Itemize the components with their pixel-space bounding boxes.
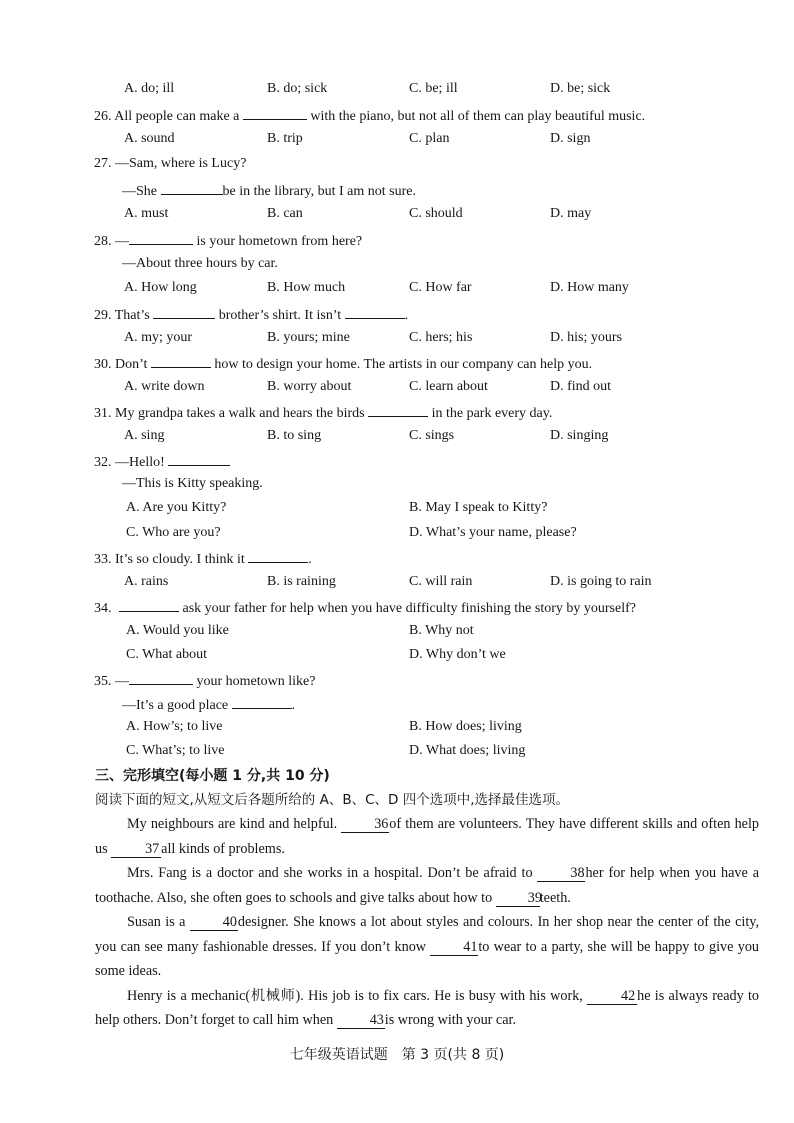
question-35 — [94, 669, 315, 692]
question-stem: ask your father for help when you have difficulty finishing the story by yourself? — [182, 601, 636, 616]
reply-text: —She — [122, 184, 157, 199]
option-b: B. Why not — [409, 623, 474, 638]
passage-text: her for help when you have a toothache. Also, she often goes to schools and give talks about how to — [95, 865, 759, 906]
blank-number: 42 — [587, 988, 637, 1005]
answer-blank — [248, 547, 308, 563]
option-a: A. my; your — [124, 330, 193, 345]
cloze-passage — [95, 812, 759, 1033]
blank-number: 39 — [496, 890, 540, 907]
question-29 — [94, 303, 408, 326]
answer-blank — [368, 401, 428, 417]
blank-number: 38 — [537, 865, 585, 882]
answer-blank — [129, 669, 193, 685]
question-stem: 32. —Hello! — [94, 455, 165, 470]
question-32 — [94, 450, 230, 473]
passage-text: he is always ready to help others. Don’t forget to call him when — [95, 987, 760, 1028]
question-stem: . — [404, 308, 409, 323]
option-b: B. can — [267, 206, 303, 221]
question-stem: 30. Don’t — [94, 357, 148, 372]
answer-blank — [345, 303, 405, 319]
option-b: B. How much — [267, 280, 346, 295]
answer-blank — [119, 596, 179, 612]
blank-number: 41 — [430, 939, 478, 956]
option-a: A. sound — [124, 131, 175, 146]
option-a: A. Would you like — [126, 623, 229, 638]
answer-blank — [151, 352, 211, 368]
option-b: B. worry about — [267, 379, 352, 394]
option-d: D. his; yours — [550, 330, 622, 345]
answer-blank — [129, 229, 193, 245]
option-c: C. What’s; to live — [126, 743, 225, 758]
option-c: C. will rain — [409, 574, 473, 589]
option-d: D. sign — [550, 131, 591, 146]
question-34 — [94, 596, 636, 619]
question-stem: . — [308, 552, 312, 567]
question-stem: 33. It’s so cloudy. I think it — [94, 552, 245, 567]
option-d: D. be; sick — [550, 81, 611, 96]
option-c: C. learn about — [409, 379, 488, 394]
passage-paragraph — [95, 984, 759, 1033]
option-d: D. is going to rain — [550, 574, 652, 589]
option-a: A. do; ill — [124, 81, 175, 96]
option-c: C. hers; his — [409, 330, 473, 345]
question-28-reply: —About three hours by car. — [122, 256, 278, 271]
option-a: A. How’s; to live — [126, 719, 223, 734]
option-d: D. Why don’t we — [409, 647, 506, 662]
question-stem: 34. — [94, 601, 112, 616]
option-a: A. must — [124, 206, 169, 221]
option-c: C. Who are you? — [126, 525, 221, 540]
question-27-reply — [122, 179, 416, 202]
question-35-reply — [122, 693, 295, 716]
passage-text: My neighbours are kind and helpful. — [127, 816, 338, 832]
option-a: A. How long — [124, 280, 197, 295]
option-a: A. rains — [124, 574, 169, 589]
question-33 — [94, 547, 312, 570]
option-a: A. write down — [124, 379, 205, 394]
question-stem: in the park every day. — [431, 406, 553, 421]
blank-number: 37 — [111, 841, 161, 858]
answer-blank — [243, 104, 307, 120]
section-heading: 三、完形填空(每小题 1 分,共 10 分) — [95, 768, 330, 784]
passage-text: designer. She knows a lot about styles and colours. In her shop near the center of the city, you can see many fashionable dresses. If you don’t know — [95, 914, 760, 955]
option-c: C. How far — [409, 280, 472, 295]
section-instruction: 阅读下面的短文,从短文后各题所给的 A、B、C、D 四个选项中,选择最佳选项。 — [95, 792, 569, 808]
option-b: B. to sing — [267, 428, 322, 443]
option-b: B. do; sick — [267, 81, 328, 96]
question-stem: 29. That’s — [94, 308, 150, 323]
question-stem: 31. My grandpa takes a walk and hears the birds — [94, 406, 365, 421]
passage-text: to wear to a party, she will be happy to give you some ideas. — [95, 938, 760, 979]
question-26 — [94, 104, 645, 127]
question-27: 27. —Sam, where is Lucy? — [94, 156, 247, 171]
blank-number: 43 — [337, 1012, 385, 1029]
question-stem: 35. — — [94, 674, 129, 689]
blank-number: 36 — [341, 816, 389, 833]
passage-paragraph — [95, 861, 759, 910]
passage-text: teeth. — [539, 889, 571, 906]
question-stem: 28. — — [94, 234, 129, 249]
passage-text: all kinds of problems. — [161, 840, 285, 857]
option-c: C. sings — [409, 428, 455, 443]
option-d: D. How many — [550, 280, 629, 295]
option-d: D. singing — [550, 428, 609, 443]
answer-blank — [168, 450, 230, 466]
option-c: C. should — [409, 206, 463, 221]
option-c: C. be; ill — [409, 81, 458, 96]
option-a: A. Are you Kitty? — [126, 500, 227, 515]
passage-text: Susan is a — [127, 914, 186, 930]
question-stem: 26. All people can make a — [94, 109, 240, 124]
option-b: B. May I speak to Kitty? — [409, 500, 548, 515]
question-32-reply: —This is Kitty speaking. — [122, 476, 263, 491]
question-30 — [94, 352, 592, 375]
question-28 — [94, 229, 362, 252]
question-stem: brother’s shirt. It isn’t — [218, 308, 342, 323]
question-stem: your hometown like? — [196, 674, 316, 689]
question-stem: is your hometown from here? — [196, 234, 363, 249]
reply-text: be in the library, but I am not sure. — [222, 184, 416, 199]
reply-text: . — [291, 698, 296, 713]
option-b: B. How does; living — [409, 719, 522, 734]
option-d: D. may — [550, 206, 592, 221]
option-c: C. What about — [126, 647, 208, 662]
page-footer: 七年级英语试题 第 3 页(共 8 页) — [289, 1047, 505, 1063]
question-31 — [94, 401, 552, 424]
passage-text: Mrs. Fang is a doctor and she works in a hospital. Don’t be afraid to — [127, 865, 533, 881]
option-c: C. plan — [409, 131, 450, 146]
option-d: D. find out — [550, 379, 612, 394]
blank-number: 40 — [190, 914, 238, 931]
passage-paragraph — [95, 910, 759, 984]
reply-text: —It’s a good place — [122, 698, 229, 713]
option-d: D. What’s your name, please? — [409, 525, 577, 540]
passage-text: is wrong with your car. — [384, 1012, 517, 1028]
passage-text: Henry is a mechanic(机械师). His job is to fix cars. He is busy with his work, — [127, 987, 583, 1004]
answer-blank — [153, 303, 215, 319]
option-b: B. trip — [267, 131, 303, 146]
answer-blank — [161, 179, 223, 195]
passage-text: of them are volunteers. They have different skills and often help us — [95, 816, 760, 857]
option-d: D. What does; living — [409, 743, 526, 758]
option-b: B. yours; mine — [267, 330, 350, 345]
question-stem: with the piano, but not all of them can play beautiful music. — [310, 109, 646, 124]
answer-blank — [232, 693, 292, 709]
question-stem: how to design your home. The artists in our company can help you. — [214, 357, 593, 372]
option-a: A. sing — [124, 428, 165, 443]
passage-paragraph — [95, 812, 759, 861]
option-b: B. is raining — [267, 574, 336, 589]
